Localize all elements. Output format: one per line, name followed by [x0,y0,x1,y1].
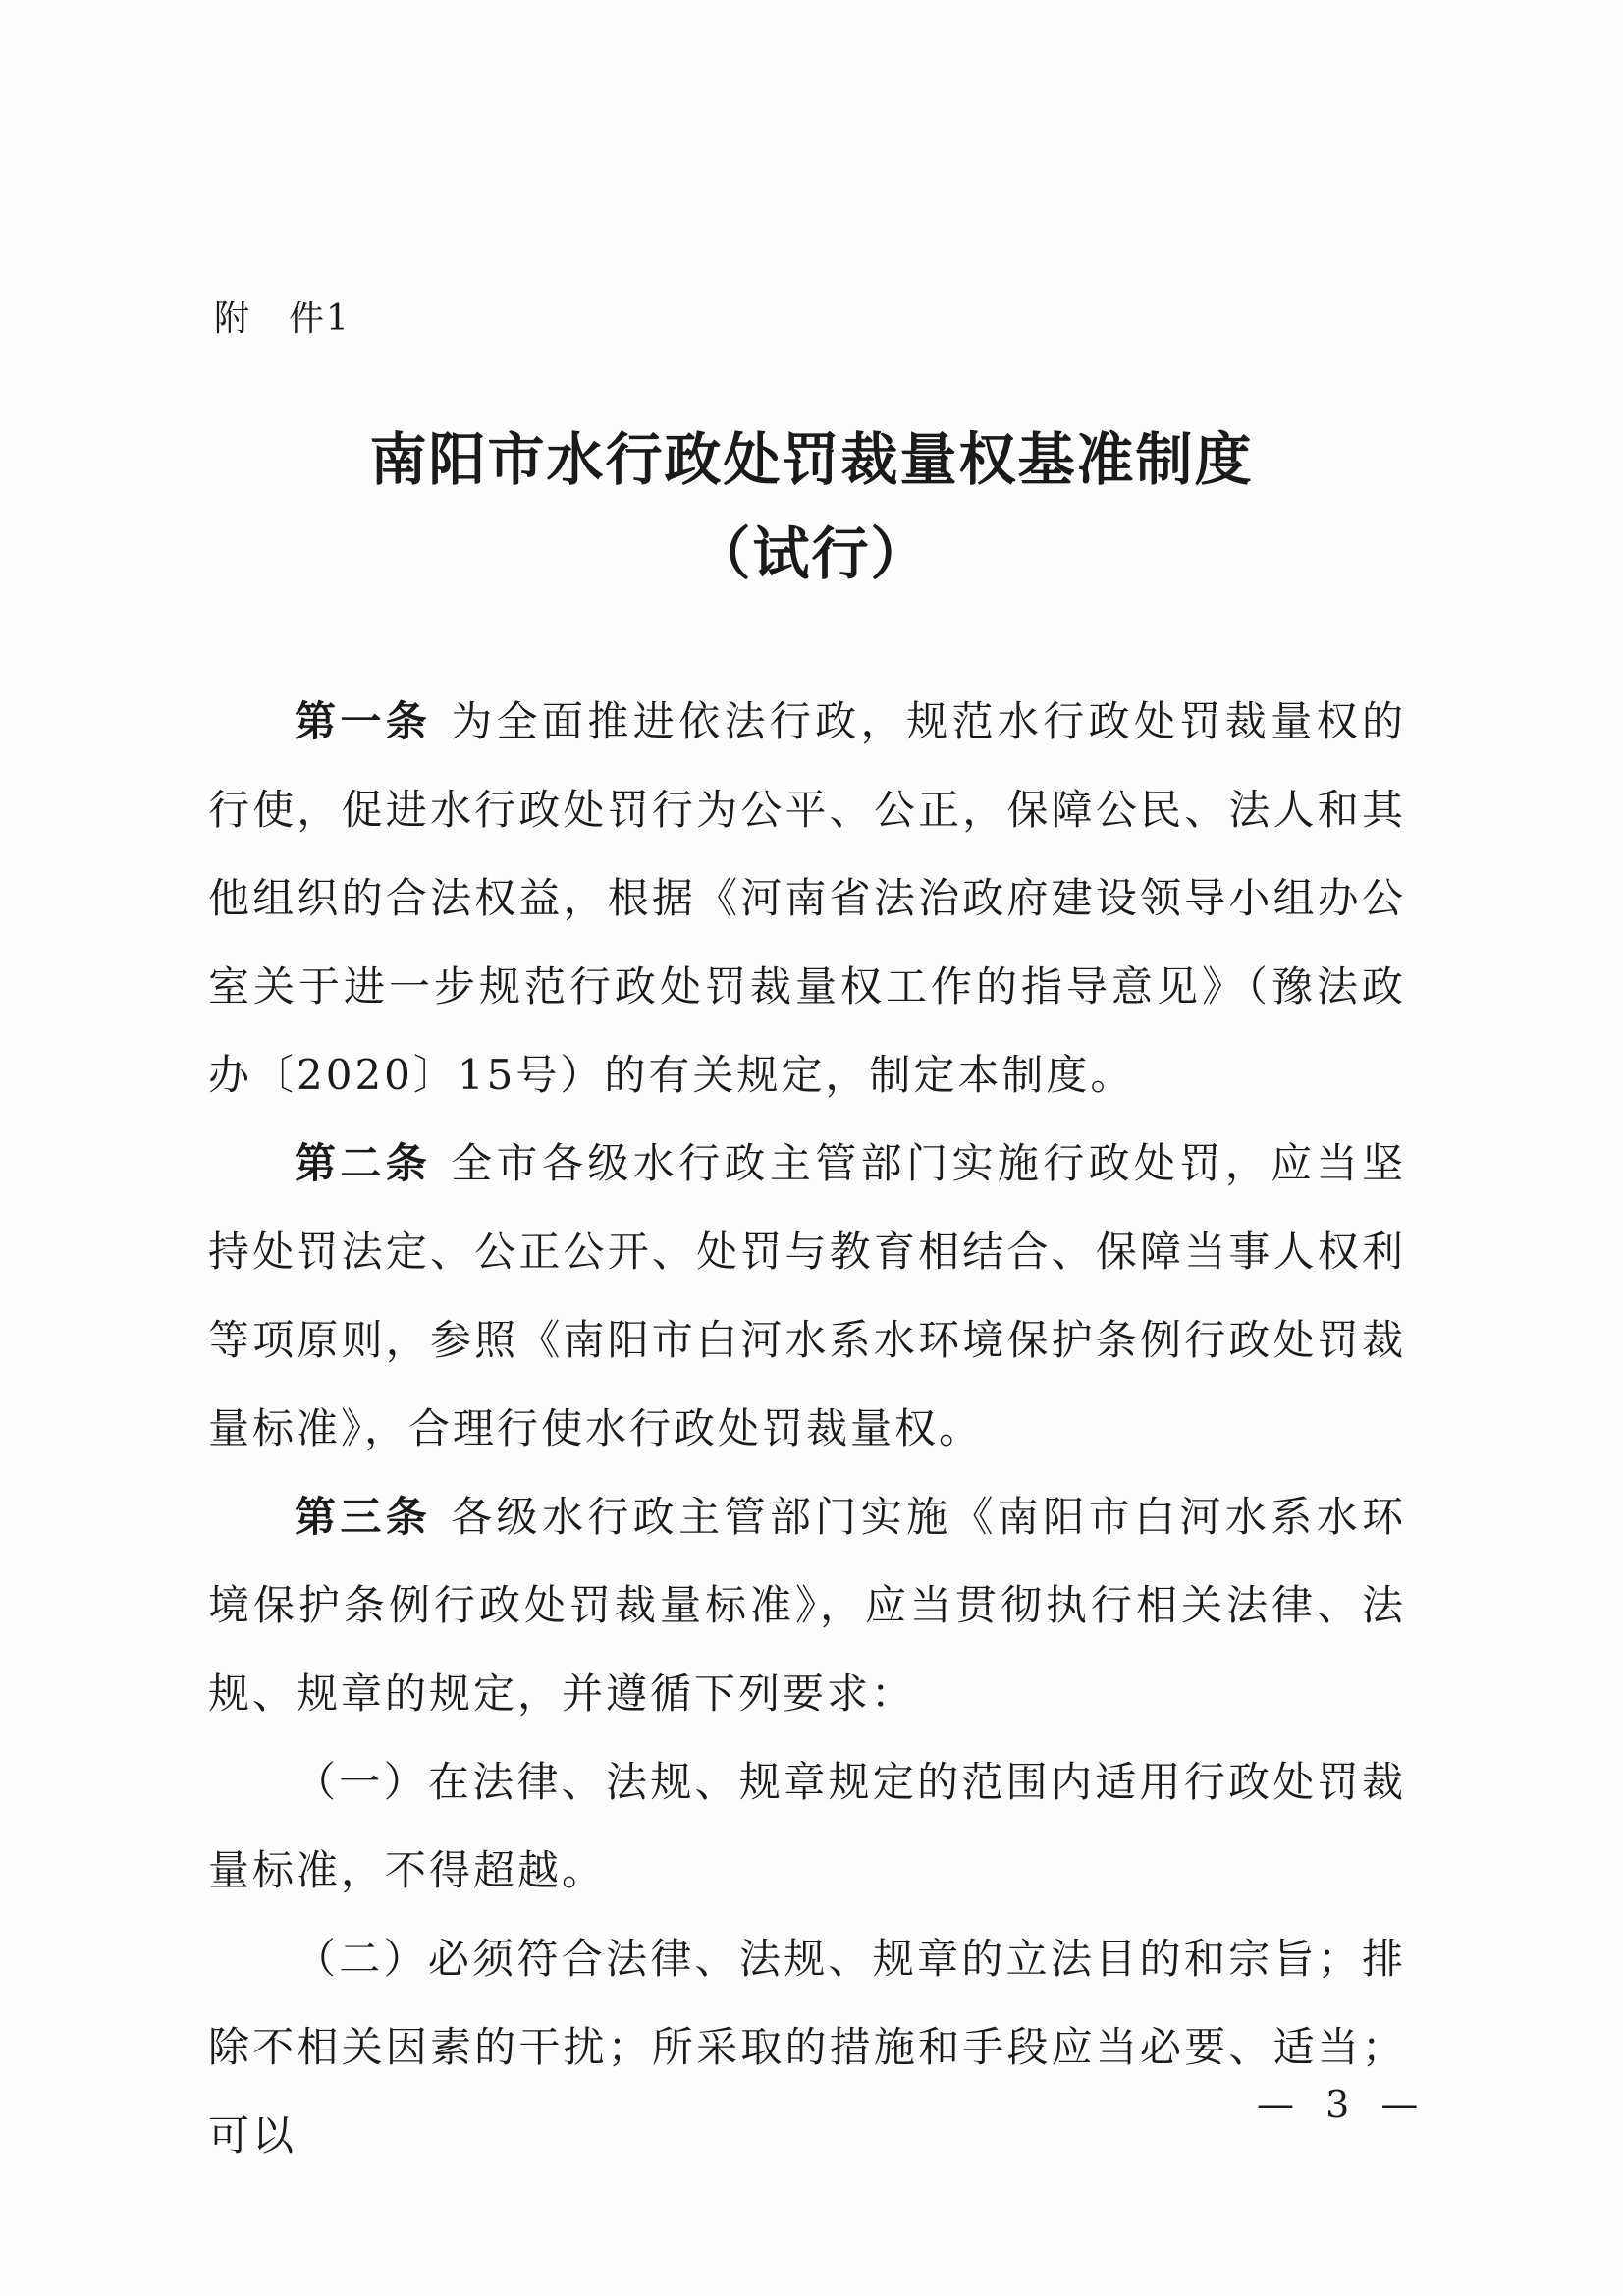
attachment-label: 附 件1 [214,299,351,339]
article-3-text: 各级水行政主管部门实施《南阳市白河水系水环境保护条例行政处罚裁量标准》，应当贯彻执行相关法律、法规、规章的规定，并遵循下列要求： [208,1493,1406,1718]
article-3-label: 第三条 [295,1493,432,1541]
document-title: 南阳市水行政处罚裁量权基准制度 [369,426,1254,493]
article-3 [208,1473,1406,1738]
article-1-text: 为全面推进依法行政，规范水行政处罚裁量权的行使，促进水行政处罚行为公平、公正，保障公民、法人和其他组织的合法权益，根据《河南省法治政府建设领导小组办公室关于进一步规范行政处罚裁量权工作的指导意见》（豫法政办〔2020〕15号）的有关规定，制定本制度。 [208,697,1406,1099]
article-1-label: 第一条 [295,697,432,745]
article-2 [208,1120,1406,1473]
list-item: （二）必须符合法律、法规、规章的立法目的和宗旨；排除不相关因素的干扰；所采取的措施和手段应当必要、适当；可以 [208,1935,1406,2159]
list-item: （一）在法律、法规、规章规定的范围内适用行政处罚裁量标准，不得超越。 [208,1758,1406,1894]
article-1 [208,678,1406,1120]
document-body [208,678,1406,2180]
article-2-label: 第二条 [295,1139,432,1187]
document-subtitle: （试行） [693,520,930,587]
page-number: — 3 — [1257,2083,1429,2126]
article-2-text: 全市各级水行政主管部门实施行政处罚，应当坚持处罚法定、公正公开、处罚与教育相结合、保障当事人权利等项原则，参照《南阳市白河水系水环境保护条例行政处罚裁量标准》，合理行使水行政处罚裁量权。 [208,1139,1406,1452]
